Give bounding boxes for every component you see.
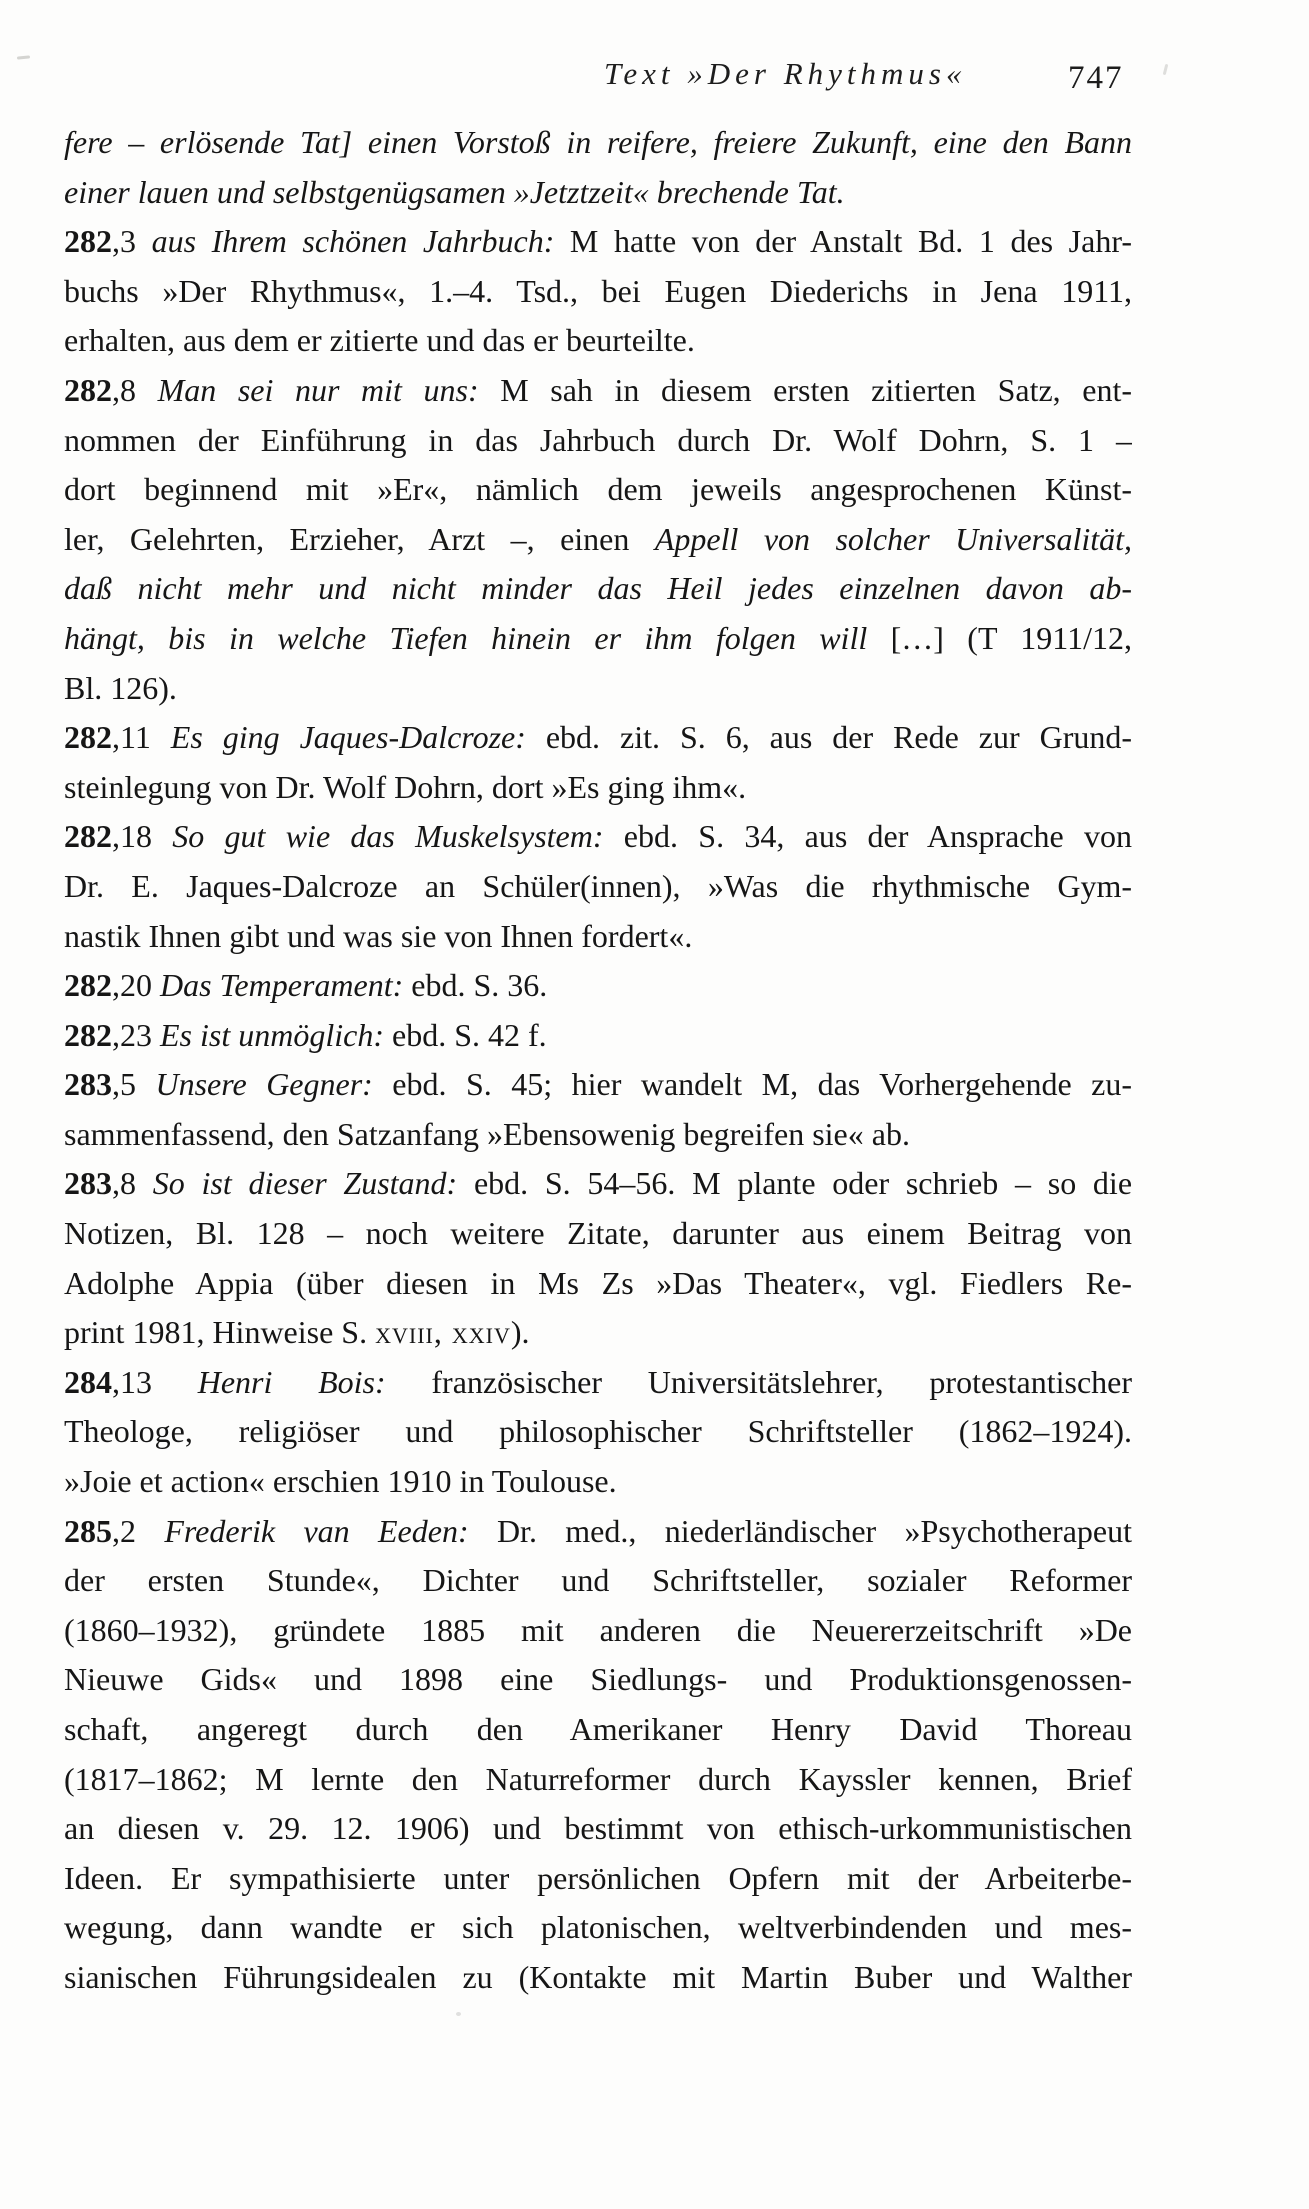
text-run: Unsere Gegner: [155, 1066, 373, 1103]
text-run: Frederik van Eeden: [164, 1512, 469, 1549]
text-line [64, 1308, 1132, 1358]
text-run: einer lauen und selbstgenügsamen »Jetztzeit« brechende Tat. [64, 173, 845, 210]
text-run: Henri Bois: [197, 1363, 386, 1400]
text-line [64, 1903, 1132, 1953]
text-run: Das Temperament: [160, 967, 404, 1004]
text-run: xviii, xxiv [375, 1314, 511, 1351]
text-run: 283 [64, 1165, 112, 1202]
text-line [64, 1556, 1132, 1606]
page-number: 747 [1068, 60, 1124, 96]
text-run: Dr. E. Jaques-Dalcroze an Schüler(innen), »Was die rhythmische Gym- [64, 867, 1132, 904]
text-run: »Joie et action« erschien 1910 in Toulouse. [64, 1463, 617, 1500]
text-run: ,23 [112, 1016, 160, 1053]
text-run: ,8 [112, 1165, 153, 1202]
text-run: französischer Universitätslehrer, protestantischer [385, 1363, 1132, 1400]
text-line [64, 1854, 1132, 1904]
text-run: 285 [64, 1512, 112, 1549]
text-line [64, 1755, 1132, 1805]
text-run: 282 [64, 223, 112, 260]
text-run: ,11 [112, 719, 171, 756]
text-line [64, 614, 1132, 664]
text-run: 284 [64, 1363, 112, 1400]
text-run: aus Ihrem schönen Jahrbuch: [151, 223, 555, 260]
text-run: ebd. S. 45; hier wandelt M, das Vorhergehende zu- [372, 1066, 1132, 1103]
commentary-text-block [64, 118, 1132, 2003]
text-run: 282 [64, 818, 112, 855]
text-line [64, 1606, 1132, 1656]
text-line [64, 713, 1132, 763]
text-line [64, 1804, 1132, 1854]
text-run: So gut wie das Muskelsystem: [172, 818, 604, 855]
text-run: erhalten, aus dem er zitierte und das er beurteilte. [64, 322, 695, 359]
text-line [64, 515, 1132, 565]
text-line [64, 961, 1132, 1011]
text-line [64, 416, 1132, 466]
text-run: ebd. S. 34, aus der Ansprache von [603, 818, 1132, 855]
text-line [64, 168, 1132, 218]
text-run: […] (T 1911/12, [890, 619, 1132, 656]
text-line [64, 217, 1132, 267]
text-line [64, 465, 1132, 515]
text-run: Ideen. Er sympathisierte unter persönlichen Opfern mit der Arbeiterbe- [64, 1859, 1132, 1896]
text-run: ,13 [112, 1363, 198, 1400]
text-run: Notizen, Bl. 128 – noch weitere Zitate, darunter aus einem Beitrag von [64, 1215, 1132, 1252]
text-run: schaft, angeregt durch den Amerikaner Henry David Thoreau [64, 1711, 1132, 1747]
text-line [64, 1953, 1132, 2003]
text-run: Theologe, religiöser und philosophischer Schriftsteller (1862–1924). [64, 1413, 1132, 1450]
text-line [64, 564, 1132, 614]
text-line [64, 763, 1132, 813]
text-line [64, 267, 1132, 317]
text-run: ler, Gelehrten, Erzieher, Arzt –, einen [64, 520, 655, 557]
text-line [64, 1655, 1132, 1705]
text-line [64, 1011, 1132, 1061]
running-head [0, 54, 1309, 98]
text-run: 282 [64, 967, 112, 1004]
text-line [64, 1705, 1132, 1755]
text-run: Dr. med., niederländischer »Psychotherapeut [468, 1512, 1132, 1549]
text-run: fere – erlösende Tat] einen Vorstoß in reifere, freiere Zukunft, eine den Bann [64, 124, 1132, 160]
text-run: So ist dieser Zustand: [152, 1165, 458, 1202]
text-run: ,8 [112, 371, 158, 408]
text-line [64, 1259, 1132, 1309]
text-run: ebd. zit. S. 6, aus der Rede zur Grund- [525, 719, 1132, 756]
text-run: ,3 [112, 223, 152, 260]
text-run: der ersten Stunde«, Dichter und Schriftsteller, sozialer Reformer [64, 1562, 1132, 1599]
text-line [64, 1358, 1132, 1408]
text-line [64, 664, 1132, 714]
text-run: an diesen v. 29. 12. 1906) und bestimmt von ethisch-urkommunistischen [64, 1810, 1132, 1847]
text-run: daß nicht mehr und nicht minder das Heil jedes einzelnen davon ab- [64, 570, 1132, 607]
text-line [64, 1457, 1132, 1507]
text-run: Nieuwe Gids« und 1898 eine Siedlungs- und Produktionsgenossen- [64, 1661, 1132, 1698]
text-run: ebd. S. 54–56. M plante oder schrieb – so die [457, 1165, 1132, 1202]
text-run: Man sei nur mit uns: [157, 371, 479, 408]
text-run: nommen der Einführung in das Jahrbuch durch Dr. Wolf Dohrn, S. 1 – [64, 421, 1132, 458]
text-run: 282 [64, 719, 112, 756]
text-line [64, 1060, 1132, 1110]
text-run: 282 [64, 1016, 112, 1053]
text-run: sammenfassend, den Satzanfang »Ebensowenig begreifen sie« ab. [64, 1115, 910, 1152]
text-line [64, 1407, 1132, 1457]
text-run: wegung, dann wandte er sich platonischen, weltverbindenden und mes- [64, 1909, 1132, 1946]
text-run: dort beginnend mit »Er«, nämlich dem jeweils angesprochenen Künst- [64, 471, 1132, 508]
text-run: Es ist unmöglich: [160, 1016, 384, 1053]
text-run: M hatte von der Anstalt Bd. 1 des Jahr- [554, 223, 1132, 260]
text-line [64, 1507, 1132, 1557]
scan-artifact [456, 2012, 461, 2016]
running-head-title: Text »Der Rhythmus« [604, 56, 967, 91]
text-line [64, 812, 1132, 862]
text-run: (1860–1932), gründete 1885 mit anderen die Neuererzeitschrift »De [64, 1611, 1132, 1648]
text-line [64, 366, 1132, 416]
text-run: ,5 [112, 1066, 156, 1103]
text-line [64, 316, 1132, 366]
text-run: nastik Ihnen gibt und was sie von Ihnen fordert«. [64, 917, 693, 954]
text-run: buchs »Der Rhythmus«, 1.–4. Tsd., bei Eugen Diederichs in Jena 1911, [64, 272, 1132, 309]
text-run: ebd. S. 36. [403, 967, 548, 1004]
text-line [64, 1159, 1132, 1209]
text-line [64, 1209, 1132, 1259]
text-run: print 1981, Hinweise S. [64, 1314, 376, 1351]
text-run: 282 [64, 371, 112, 408]
text-run: ). [510, 1314, 530, 1351]
text-run: 283 [64, 1066, 112, 1103]
text-run: (1817–1862; M lernte den Naturreformer durch Kayssler kennen, Brief [64, 1760, 1132, 1797]
text-line [64, 912, 1132, 962]
text-line [64, 118, 1132, 168]
text-line [64, 1110, 1132, 1160]
text-run: ,20 [112, 967, 160, 1004]
text-run: ebd. S. 42 f. [383, 1016, 547, 1053]
text-run: ,18 [112, 818, 173, 855]
text-run: Bl. 126). [64, 669, 177, 706]
text-run: hängt, bis in welche Tiefen hinein er ihm folgen will [64, 619, 891, 656]
text-run: ,2 [112, 1512, 165, 1549]
text-run: Appell von solcher Universalität, [654, 520, 1132, 557]
text-run: Adolphe Appia (über diesen in Ms Zs »Das Theater«, vgl. Fiedlers Re- [64, 1264, 1132, 1301]
text-run: steinlegung von Dr. Wolf Dohrn, dort »Es ging ihm«. [64, 768, 747, 805]
text-run: M sah in diesem ersten zitierten Satz, ent- [478, 371, 1132, 408]
text-run: sianischen Führungsidealen zu (Kontakte mit Martin Buber und Walther [64, 1958, 1132, 1995]
text-line [64, 862, 1132, 912]
text-run: Es ging Jaques-Dalcroze: [170, 719, 526, 756]
